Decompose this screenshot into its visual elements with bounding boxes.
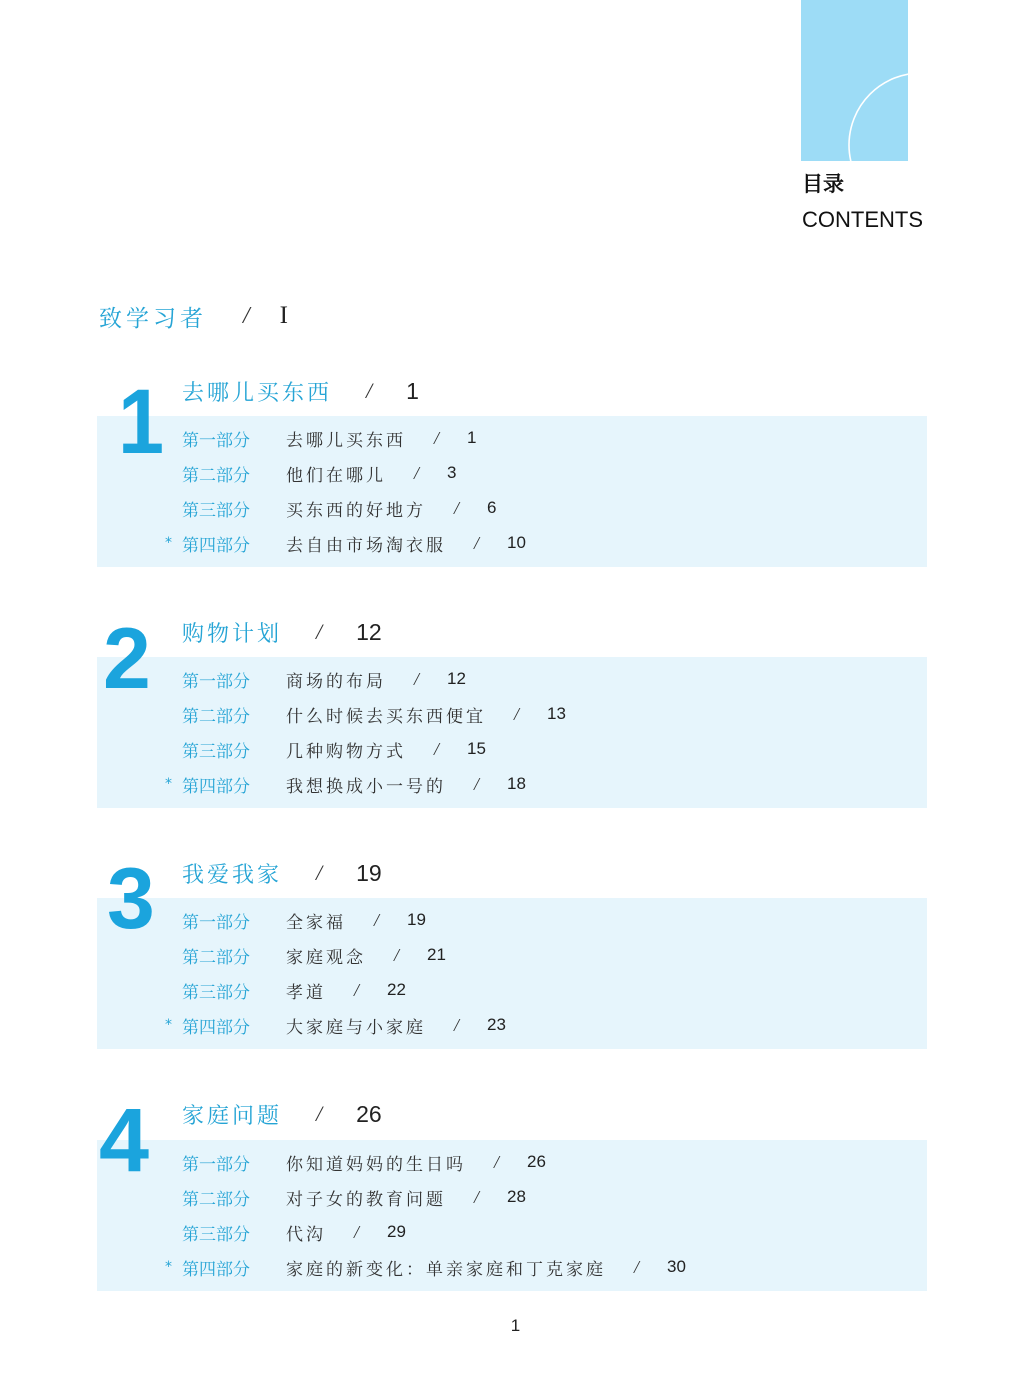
part-label: 第二部分 xyxy=(182,465,250,486)
unit-3 xyxy=(97,853,927,1049)
unit-page-number: 26 xyxy=(356,1100,382,1127)
separator-slash: / xyxy=(514,703,520,724)
part-label: 第三部分 xyxy=(182,500,250,521)
separator-slash: / xyxy=(366,378,373,403)
part-label: 第四部分 xyxy=(182,535,250,556)
part-title: 大家庭与小家庭 xyxy=(286,1017,426,1038)
part-page-number: 12 xyxy=(447,669,466,688)
optional-marker: * xyxy=(165,1259,172,1275)
part-label: 第一部分 xyxy=(182,430,250,451)
part-page-number: 22 xyxy=(387,980,406,999)
unit-title: 购物计划 xyxy=(182,621,283,647)
part-title: 去哪儿买东西 xyxy=(286,430,406,451)
part-page-number: 10 xyxy=(507,533,526,552)
separator-slash: / xyxy=(434,738,440,759)
preface-entry[interactable] xyxy=(99,296,288,336)
part-title: 家庭观念 xyxy=(286,947,366,968)
part-title: 去自由市场淘衣服 xyxy=(286,535,446,556)
part-page-number: 19 xyxy=(407,910,426,929)
part-label: 第二部分 xyxy=(182,1189,250,1210)
part-page-number: 30 xyxy=(667,1257,686,1276)
arc-decoration xyxy=(801,0,908,161)
part-label: 第四部分 xyxy=(182,1259,250,1280)
unit-title: 家庭问题 xyxy=(182,1103,283,1129)
unit-numeral: 4 xyxy=(99,1091,150,1191)
toc-row[interactable] xyxy=(165,1216,406,1248)
part-label: 第一部分 xyxy=(182,671,250,692)
unit-page-number: 1 xyxy=(406,377,419,404)
separator-slash: / xyxy=(316,860,323,885)
separator-slash: / xyxy=(434,427,440,448)
optional-marker: * xyxy=(165,776,172,792)
unit-title: 我爱我家 xyxy=(182,862,283,888)
separator-slash: / xyxy=(316,1101,323,1126)
separator-slash: / xyxy=(316,619,323,644)
unit-title-entry[interactable] xyxy=(182,612,382,652)
part-page-number: 13 xyxy=(547,704,566,723)
unit-title-entry[interactable] xyxy=(182,1094,382,1134)
part-title: 买东西的好地方 xyxy=(286,500,426,521)
part-title: 什么时候去买东西便宜 xyxy=(286,706,486,727)
separator-slash: / xyxy=(454,497,460,518)
separator-slash: / xyxy=(474,1186,480,1207)
separator-slash: / xyxy=(354,1221,360,1242)
toc-row[interactable] xyxy=(165,904,426,936)
toc-row[interactable] xyxy=(165,1251,686,1283)
separator-slash: / xyxy=(374,909,380,930)
part-page-number: 26 xyxy=(527,1152,546,1171)
part-page-number: 18 xyxy=(507,774,526,793)
part-page-number: 6 xyxy=(487,498,497,517)
part-title: 全家福 xyxy=(286,912,346,933)
part-title: 我想换成小一号的 xyxy=(286,776,446,797)
part-page-number: 21 xyxy=(427,945,446,964)
part-label: 第一部分 xyxy=(182,1154,250,1175)
part-page-number: 1 xyxy=(467,428,477,447)
separator-slash: / xyxy=(243,302,250,329)
toc-row[interactable] xyxy=(165,939,446,971)
part-title: 商场的布局 xyxy=(286,671,386,692)
toc-row[interactable] xyxy=(165,1009,506,1041)
part-label: 第四部分 xyxy=(182,1017,250,1038)
part-title: 孝道 xyxy=(286,982,326,1003)
unit-title: 去哪儿买东西 xyxy=(182,380,333,406)
part-page-number: 15 xyxy=(467,739,486,758)
unit-page-number: 12 xyxy=(356,618,382,645)
separator-slash: / xyxy=(474,532,480,553)
part-label: 第三部分 xyxy=(182,741,250,762)
separator-slash: / xyxy=(454,1014,460,1035)
optional-marker: * xyxy=(165,535,172,551)
part-title: 家庭的新变化：单亲家庭和丁克家庭 xyxy=(286,1259,606,1280)
part-page-number: 3 xyxy=(447,463,457,482)
part-title: 对子女的教育问题 xyxy=(286,1189,446,1210)
unit-numeral: 1 xyxy=(118,371,165,473)
toc-row[interactable] xyxy=(165,768,526,800)
separator-slash: / xyxy=(474,773,480,794)
part-title: 代沟 xyxy=(286,1224,326,1245)
part-label: 第二部分 xyxy=(182,706,250,727)
page-number: 1 xyxy=(510,1316,521,1335)
unit-4 xyxy=(97,1091,927,1291)
part-title: 你知道妈妈的生日吗 xyxy=(286,1154,466,1175)
toc-row[interactable] xyxy=(165,1146,546,1178)
unit-page-number: 19 xyxy=(356,859,382,886)
separator-slash: / xyxy=(394,944,400,965)
part-page-number: 28 xyxy=(507,1187,526,1206)
corner-decoration xyxy=(801,0,908,161)
optional-marker: * xyxy=(165,1017,172,1033)
toc-row[interactable] xyxy=(165,733,486,765)
unit-1 xyxy=(97,371,927,567)
preface-page-number: I xyxy=(279,302,288,329)
part-label: 第三部分 xyxy=(182,982,250,1003)
unit-numeral: 3 xyxy=(107,851,155,947)
separator-slash: / xyxy=(634,1256,640,1277)
separator-slash: / xyxy=(414,462,420,483)
part-label: 第三部分 xyxy=(182,1224,250,1245)
toc-row[interactable] xyxy=(165,974,406,1006)
part-title: 他们在哪儿 xyxy=(286,465,386,486)
toc-row[interactable] xyxy=(165,527,526,559)
toc-row[interactable] xyxy=(165,698,566,730)
unit-title-entry[interactable] xyxy=(182,853,382,893)
toc-heading-chinese: 目录 xyxy=(802,172,844,196)
toc-row[interactable] xyxy=(165,457,456,489)
toc-row[interactable] xyxy=(165,663,466,695)
preface-title: 致学习者 xyxy=(99,305,207,332)
separator-slash: / xyxy=(494,1151,500,1172)
unit-numeral: 2 xyxy=(103,611,151,707)
part-label: 第四部分 xyxy=(182,776,250,797)
separator-slash: / xyxy=(354,979,360,1000)
toc-row[interactable] xyxy=(165,1181,526,1213)
part-page-number: 29 xyxy=(387,1222,406,1241)
unit-2 xyxy=(97,612,927,808)
toc-row[interactable] xyxy=(165,492,496,524)
part-title: 几种购物方式 xyxy=(286,741,406,762)
toc-row[interactable] xyxy=(165,422,476,454)
part-page-number: 23 xyxy=(487,1015,506,1034)
unit-title-entry[interactable] xyxy=(182,371,419,411)
part-label: 第一部分 xyxy=(182,912,250,933)
part-label: 第二部分 xyxy=(182,947,250,968)
separator-slash: / xyxy=(414,668,420,689)
toc-heading-english: CONTENTS xyxy=(802,207,923,232)
